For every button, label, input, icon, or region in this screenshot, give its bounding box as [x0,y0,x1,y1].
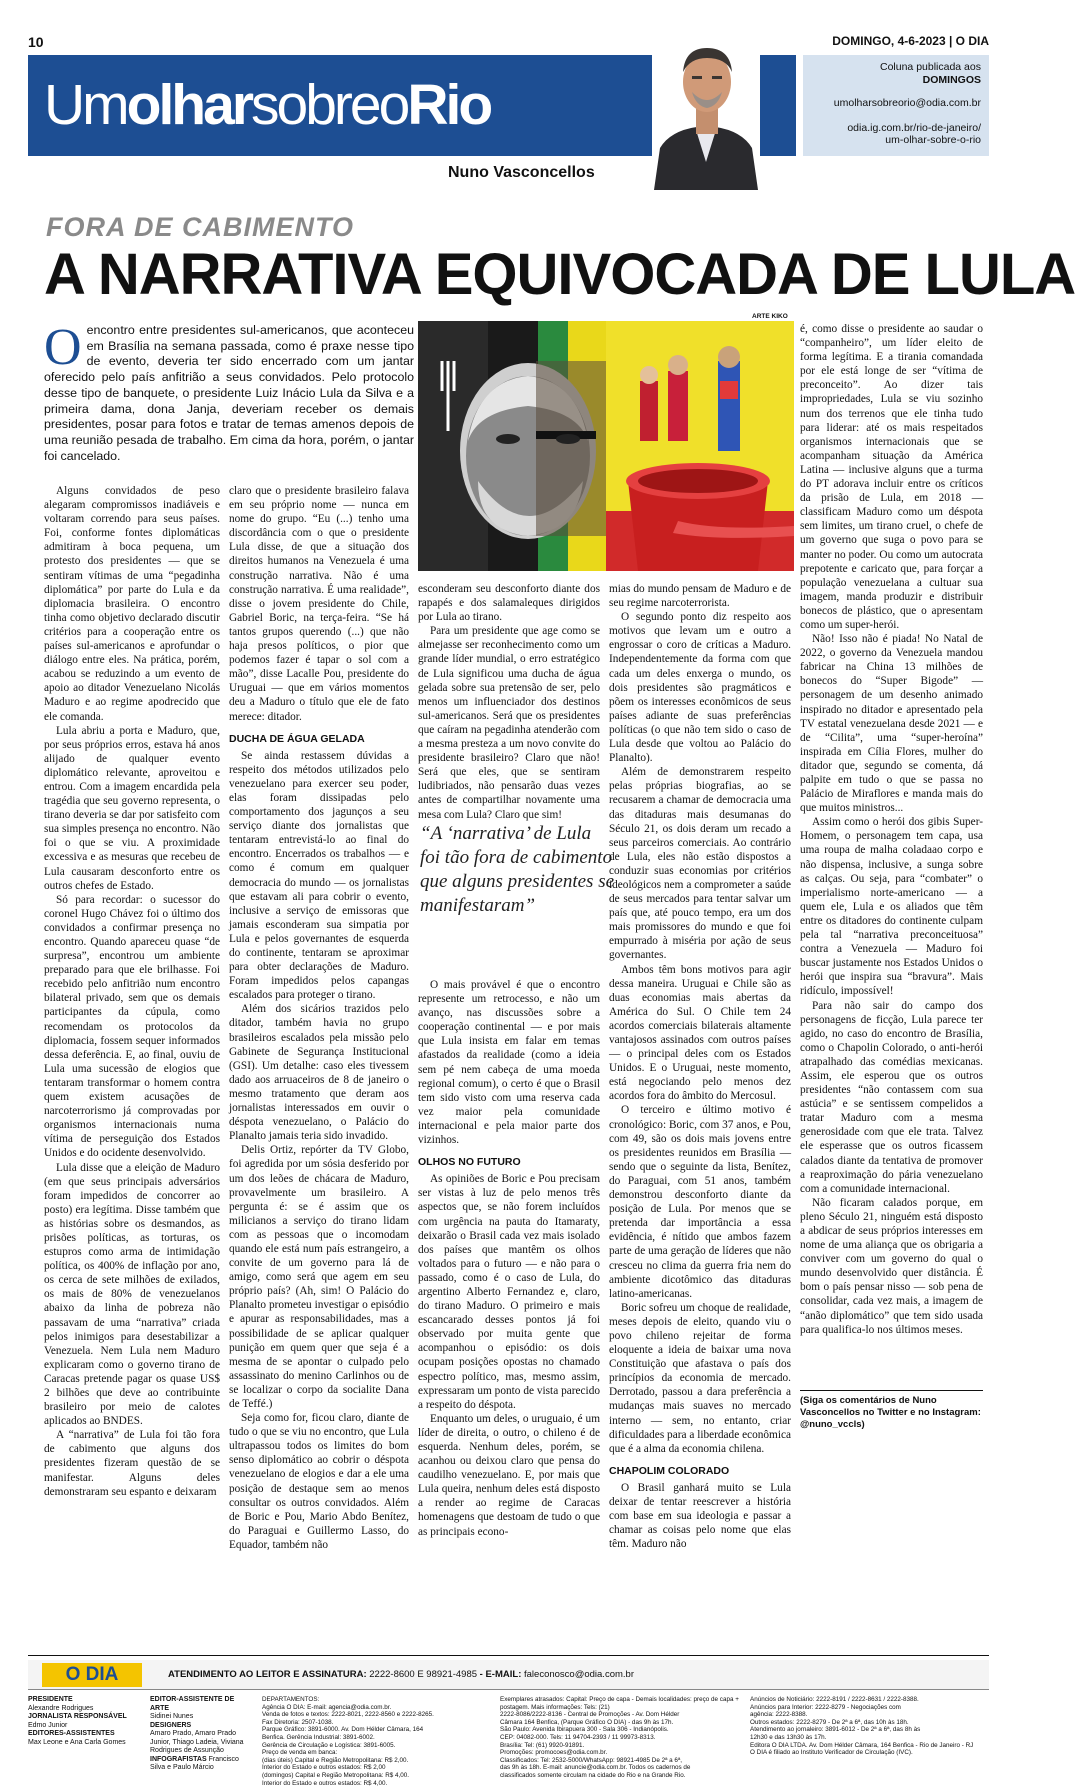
column-url-2[interactable]: um-olhar-sobre-o-rio [885,134,981,146]
author-name: Nuno Vasconcellos [448,164,595,181]
lead-text: encontro entre presidentes sul-americanos, que aconteceu em Brasília na semana passada, como é praxe nesse tipo de evento, deveria ter sido encerrado com um jantar oferecido pelo país anfitrião a seus convidados. Pelo protocolo desse tipo de banquete, o presidente Luiz Inácio Lula da Silva e a primeira dama, dona Janja, deveriam receber os demais presidentes, posar para fotos e tratar de temas amenos depois de uma reunião pesada de trabalho. Em cima da hora, porém, o jantar foi cancelado. [44,323,414,463]
staff-block: EDITORES-ASSISTENTES Max Leone e Ana Carla Gomes [28,1730,126,1746]
drop-cap: O [44,319,82,376]
author-social-signoff: (Siga os comentários de Nuno Vasconcellos no Twitter e no Instagram: @nuno_vccls) [800,1390,983,1431]
paragraph: As opiniões de Boric e Pou precisam ser vistas à luz de pelo menos três aspectos que, se não forem incluídos com urgência na pauta do Itamaraty, deixarão o Brasil cada vez mais isolado dos países que mantêm os olhos voltados para o futuro — e não para o passado, como é o caso de Lula, do argentino Alberto Fernandez e, claro, do tirano Maduro. O primeiro e mais escancarado desses pontos já foi observado por muita gente que acompanhou o episódio: os dois ocupam posições opostas no chamado espectro político, mas, mesmo assim, expressaram um ponto de vista parecido a respeito do déspota. [418,1173,600,1411]
odia-logo: O DIA [42,1663,142,1687]
subhead-chapolim: CHAPOLIM COLORADO [609,1464,730,1477]
art-credit: ARTE KIKO [752,313,788,320]
article-headline: A NARRATIVA EQUIVOCADA DE LULA [44,242,1075,307]
paragraph: é, como disse o presidente ao saudar o “companheiro”, um líder eleito de forma legítima. E a tirania comandada por ele está longe de ser “vítima de preconceito”. Ao dizer tais impropriedades, Lula se viu sozinho num dos terrenos que ele tinha tudo para liderar: até os mais respeitados organismos internacionais que se acompanham situação da América Latina — inclusive alguns que a turma do PT adorava incluir entre os críticos da prisão de Lula, em 2018 — classificam Maduro como um déspota sem limites, um tirano cruel, o chefe de um governo que suga o povo para se manter no poder. Ou como um autocrata prepotente e caricato que, para forçar a população venezuelana a cultuar sua imagem, manda produzir e distribuir bonecos de plástico, que o apresentam como um super-herói. [800,323,983,631]
paragraph: Para não sair do campo dos personagens de ficção, Lula parece ter agido, no caso do encontro de Brasília, como o Chapolin Colorado, o anti-herói atrapalhado das comédias mexicanas. Assim, ele esperou que os outros presidentes “não contassem com sua astúcia” e se sentissem compelidos a tratar Maduro com a mesma generosidade com que ele trata. Talvez ele esperasse que os outros ficassem calados diante da tentativa de promover a reaproximação do pária venezuelano com a comunidade internacional. [800,999,983,1195]
staff-block: PRESIDENTE Alexandre Rodrigues [28,1696,94,1712]
paragraph: Só para recordar: o sucessor do coronel Hugo Chávez foi o último dos convidados a confirmar presença no encontro. Quando apareceu quase “de surpresa”, encontrou um ambiente preparado para que ele brilhasse. Foi recebido pelo anfitrião num encontro bilateral privado, sem que os demais participantes da cúpula, como recomendam os protocolos da diplomacia, fossem sequer informados dessa deferência. E, ao final, ouviu de Lula uma sucessão de elogios que tentaram transformar o homem contra quem existem acusações de narcoterrorismo já comprovadas por organismos internacionais numa vítima de perseguição dos Estados Unidos e do ocidente desenvolvido. [44,893,220,1160]
paragraph: Alguns convidados de peso alegaram compromissos inadiáveis e voltaram correndo para seus países. Foi, conforme fontes diplomáticas admitiram à boca pequena, um protesto dos presidentes — que se sentiram vítimas de uma “pegadinha diplomática” por parte do Lula e da diplomacia brasileira. O encontro tinha como objetivo declarado discutir critérios para a cooperação entre os países sul-americanos e aprofundar o diálogo entre eles. Na prática, porém, acabou se reduzindo a um evento de apoio ao ditador Venezuelano Nicolás Maduro e ao regime apodrecido que ele comanda. [44,485,220,723]
article-column-4 [609,582,791,1649]
footer-departments: DEPARTAMENTOS: Agência O DIA: E-mail: agencia@odia.com.br. Venda de fotos e textos: 2222-8021, 2222-8560 e 2222-8265. Fax Diretoria: 2507-1038. Parque Gráfico: 3891-6000. Av. Dom Hélder Câmara, 164 Benfica. Gerência Industrial: 3891-6002. Gerência de Circulação e Logística: 3891-6005. Preço de venda em banca: (dias úteis) Capital e Região Metropolitana: R$ 2,00. Interior do Estado e outros estados: R$ 2,00 (domingos) Capital e Região Metropolitana: R$ 4,00. Interior do Estado e outros estados: R$ 4,00. [262,1696,434,1787]
column-info-panel [800,55,989,156]
paragraph: Ambos têm bons motivos para agir dessa maneira. Uruguai e Chile são as duas economias mais abertas da América do Sul. O Chile tem 24 acordos comerciais bilaterais altamente vantajosos assinados com outros países — o principal deles com os Estados Unidos. E o Uruguai, neste momento, está negociando pelo menos dez acordos fora do âmbito do Mercosul. [609,963,791,1103]
staff-block: JORNALISTA RESPONSÁVEL Edmo Junior [28,1713,127,1729]
paragraph: Delis Ortiz, repórter da TV Globo, foi agredida por um sósia desferido por um dos leões de chácara de Maduro, provavelmente um brasileiro. A pergunta é: se é assim que os milicianos a serviço do tirano lidam com as pessoas que o incomodam quando ele está num país estrangeiro, a convite de um governo para lá de amigo, como será que agem em seu próprio país? (Ah, sim! O Palácio do Planalto prometeu investigar o episódio e apurar as responsabilidades, mas a possibilidade de se aplicar qualquer punição em quem quer que seja é a mesma de se apontar o culpado pelo assassinato do menino Carlinhos ou de se localizar o corpo da socialite Dana de Teffé.) [229,1144,409,1410]
column-title: UmolharsobreoRio [44,73,491,137]
subhead-olhos: OLHOS NO FUTURO [418,1156,521,1169]
paragraph: O mais provável é que o encontro represente um retrocesso, e não um avanço, nas discussões sobre a cooperação continental — e por mais que Lula insista em falar em temas afastados da realidade (como a ideia sem pé nem cabeça de uma moeda regional comum), o certo é que o Brasil tem sido visto com uma reserva cada vez maior pela comunidade internacional e pela maior parte dos vizinhos. [418,979,600,1147]
paragraph: Seja como for, ficou claro, diante de tudo o que se viu no encontro, que Lula ultrapassou todos os limites do bom senso diplomático ao cobrir o déspota venezuelano de elogios e dar a ele uma posição de destaque sem ao menos consultar os outros convidados. Além de Boric e Pou, Mario Abdo Benítez, do Paraguai e Guillermo Lasso, do Equador, também não [229,1412,409,1551]
paragraph: Lula disse que a eleição de Maduro (em que seus principais adversários foram impedidos de concorrer ao posto) era legítima. Disse também que as histórias sobre os desmandos, as prisões políticas, as torturas, os estupros como arma de intimidação política, os 400% de inflação por ano, os cerca de sete milhões de exilados, os mais de 80% de venezuelanos abaixo da linha de pobreza não passavam de uma “narrativa” criada pelos inimigos para desestabilizar a Venezuela. Nem Lula nem Maduro explicaram como o governo tirano de Caracas pretende pagar os quase US$ 2 bilhões que deve ao contribuinte brasileiro por meio de calotes aplicados ao BNDES. [44,1161,220,1428]
paragraph: Além dos sicários trazidos pelo ditador, também havia no grupo brasileiros escalados pela missão pelo Gabinete de Segurança Institucional (GSI). Um detalhe: caso eles tivessem dado aos arruaceiros de 8 de janeiro o mesmo tratamento que deram aos jornalistas interessados em ouvir o déspota venezuelano, o Palácio do Planalto jamais teria sido invadido. [229,1003,409,1143]
paragraph: O segundo ponto diz respeito aos motivos que levam um e outro a engrossar o coro de críticas a Maduro. Independentemente da forma com que cada um deles enxerga o mundo, os dois presidentes são pragmáticos e põem os interesses econômicos de seus países adiante de suas preferências políticas (o que não tem sido o caso de Lula desde que voltou ao Palácio do Planalto). [609,611,791,765]
paragraph: mias do mundo pensam de Maduro e de seu regime narcoterrorista. [609,583,791,610]
paragraph: O Brasil ganhará muito se Lula deixar de tentar reescrever a história com base em sua ideologia e passar a chamar as coisas pelo nome que elas têm. Maduro não [609,1481,791,1551]
footer-contact-bar [28,1660,989,1690]
article-illustration [418,321,794,571]
top-bar [28,30,989,52]
paragraph: Não ficaram calados porque, em pleno Século 21, ninguém está disposto a abdicar de seus próprios interesses em nome de uma aliança que os obrigaria a conviver com um governo do qual o mundo desenvolvido quer distância. É bom o país pensar nisso — sob pena de consolidar, cada vez mais, a imagem de “anão diplomático” que tem sido usada para qualifica-lo nos últimos meses. [800,1196,983,1336]
subhead-ducha: DUCHA DE ÁGUA GELADA [229,732,365,745]
article-column-5 [800,322,983,1382]
paragraph: Enquanto um deles, o uruguaio, é um líder de direita, o outro, o chileno é de esquerda. Nenhum deles, porém, se acanhou ou deixou claro que pensa do caudilho venezuelano. E, por mais que Lula queira, nenhum deles está disposto a render ao regime de Caracas homenagens que destoam de tudo o que as principais econo- [418,1412,600,1538]
page-number: 10 [28,34,44,50]
publication-day: DOMINGOS [922,74,981,86]
article-column-3-top [418,582,600,821]
paragraph: Lula abriu a porta e Maduro, que, por seus próprios erros, estava há anos alijado de qualquer evento diplomático relevante, aproveitou e entrou. Com a imagem encardida pela tragédia que seu governo representa, o tirano deveria se dar por satisfeito com sua simples presença no encontro. Não foi o que se viu. A proximidade excessiva e as mesuras que recebeu de Lula causaram desconforto entre os outros chefes de Estado. [44,724,220,892]
article-column-2 [229,484,409,1649]
article-column-3-bottom [418,978,600,1649]
paragraph: Boric sofreu um choque de realidade, meses depois de eleito, quando viu o povo chileno rejeitar de forma eloquente a ideia de baixar uma nova Constituição que afastava o país dos princípios da economia de mercado. Derrotado, passou a dara preferência a mudanças mais suaves no mercado interno — sem, no entanto, criar dificuldades para a liberdade econômica que é a alma da economia chilena. [609,1301,791,1455]
edition-date: DOMINGO, 4-6-2023 | O DIA [832,34,989,48]
paragraph: A “narrativa” de Lula foi tão fora de cabimento que alguns dos presidentes fizeram questão de se manifestar. Alguns deles demonstraram seu espanto e deixaram [44,1429,220,1498]
author-photo [652,30,760,190]
paragraph: claro que o presidente brasileiro falava em seu próprio nome — nunca em nome do grupo. “Eu (...) tenho uma discordância com o que o presidente Lula disse, de que a situação dos direitos humanos na Venezuela é uma construção narrativa. Não é uma construção narrativa. É uma realidade”, disse o jovem presidente do Chile, Gabriel Boric, na terça-feira. “Se há tantos grupos querendo (...) que não haja presos políticos, o pior que podemos fazer é tapar o sol com a mão”, disse Lacalle Pou, presidente do Uruguai — que em vários momentos deu a Maduro o título que ele de fato merece: ditador. [229,485,409,723]
article-lead [44,319,414,464]
paragraph: Não! Isso não é piada! No Natal de 2022, o governo da Venezuela mandou fabricar na China 13 milhões de bonecos do “Super Bigode” — personagem de um desenho animado inspirado no ditador e apresentado pela TV estatal venezuelana desde 2021 — e de “Cilita”, uma “super-heroína” inspirada em Cília Flores, mulher do ditador que, segundo se comenta, dá palpite em tudo o que se passa no Palácio de Miraflores e manda mais do que muitos ministros... [800,633,983,815]
author-email[interactable]: umolharsobreorio@odia.com.br [833,97,981,109]
paragraph: Além de demonstrarem respeito pelas próprias biografias, ao se recusarem a chamar de democracia uma das ditaduras mais desumanas do Século 21, os dois deram um recado a seus parceiros comerciais. Ao contrário de Lula, eles não estão dispostos a conduzir suas economias por critérios ideológicos nem a comprometer a saúde de seus mercados para tentar salvar um país que, até pouco tempo, era um dos mais promissores do mundo e que foi empurrado à miséria por ação de seus governantes. [609,766,791,962]
paragraph: Para um presidente que age como se almejasse ser reconhecimento como um grande líder mundial, o erro estratégico de Lula significou uma ducha de água gelada sobre sua pretensão de ser, pelo menos um influenciador dos destinos sul-americanos. Será que os presidentes que caíram na pegadinha atenderão com a mesma presteza a um novo convite do presidente brasileiro? Claro que não! Será que eles, que se sentiram ludibriados, não pensarão duas vezes antes de compartilhar novamente uma mesa com Lula? Claro que sim! [418,625,600,821]
footer-divider [28,1655,989,1656]
paragraph: Assim como o herói dos gibis Super-Homem, o personagem tem capa, usa uma roupa de malha coladaao corpo e não dispensa, inclusive, a sunga sobre as calças. Ou seja, para “combater” o imperialismo norte-americano — a quem ele, Lula e os aliados que têm entre os ditadores do continente culpam pela tal “narrativa preconceituosa” contra a Venezuela — Maduro foi buscar justamente nos Estados Unidos o herói que inspira sua “bravura”. Mais ridículo, impossível! [800,816,983,998]
paragraph: Se ainda restassem dúvidas a respeito dos métodos utilizados pelo venezuelano para exercer seu poder, elas foram dissipadas pelo comportamento dos jagunços a seu serviço diante dos jornalistas que tentaram entrevistá-lo ao final do encontro. Encerrados os trabalhos — e como é comum em qualquer democracia do mundo — os jornalistas que estavam ali para cobrir o evento, inclusive a serviço de emissoras que jamais esconderam sua simpatia por Lula e pelos governantes de esquerda do continente, tentaram se aproximar para obter declarações de Maduro. Foram impedidos pelos capangas escalados para proteger o tirano. [229,749,409,1002]
footer-art-staff: EDITOR-ASSISTENTE DE ARTE Sidinei Nunes DESIGNERS Amaro Prado, Amaro Prado Junior, Thiago Ladeia, Viviana Rodrigues de Assunção INFOGRAFISTAS Francisco Silva e Paulo Márcio [150,1696,244,1771]
column-url-1[interactable]: odia.ig.com.br/rio-de-janeiro/ [847,122,981,134]
pull-quote: “A ‘narrativa’ de Lula foi tão fora de cabimento que alguns presidentes se manifestaram” [420,823,615,916]
paragraph: O terceiro e último motivo é cronológico: Boric, com 37 anos, e Pou, com 49, são os dois mais jovens entre os presidentes reunidos em Brasília — sendo que o seguinte da lista, Benítez, do Paraguai, com 51 anos, também demonstrou desconforto diante da posição de Lula. Por menos que se pretenda dar importância a essa evidência, é nítido que ambos fazem parte de uma geração de líderes que não cresceu no clima da guerra fria nem do ambiente dicotômico das ditaduras latino-americanas. [609,1104,791,1300]
paragraph: esconderam seu desconforto diante dos rapapés e dos salamaleques dirigidos por Lula ao tirano. [418,583,600,624]
article-kicker: FORA DE CABIMENTO [46,212,355,242]
article-column-1 [44,484,220,1649]
footer-advertising: Anúncios de Noticiário: 2222-8191 / 2222-8631 / 2222-8388. Anúncios para Interior: 2222-8279 - Negociações com agência: 2222-8388. Outros estados: 2222-8279 - De 2ª a 6ª, das 10h às 18h. Atendimento ao jornaleiro: 3891-6012 - De 2ª a 6ª, das 8h às 12h30 e das 13h30 às 17h. Editora O DIA LTDA. Av. Dom Hélder Câmara, 164 Benfica - Rio de Janeiro - RJ O DIA é filiado ao Instituto Verificador de Circulação (IVC). [750,1696,974,1757]
publication-schedule: Coluna publicada aos [880,61,981,73]
reader-service-contact: ATENDIMENTO AO LEITOR E ASSINATURA: 2222-8600 E 98921-4985 - E-MAIL: faleconosco@odia.com.br [168,1669,634,1680]
footer-subscriptions: Exemplares atrasados: Capital: Preço de capa - Demais localidades: preço de capa + postagem. Mais informações: Tels: (21) 2222-8086/2222-8136 - Central de Promoções - Av. Dom Hélder Câmara 164 Benfica, (Parque Gráfico O DIA) - das 9h às 17h. São Paulo: Avenida Ibirapuera 300 - Sala 306 - Indianópolis. CEP: 04082-000. Tels: 11 94704-2393 / 11 99973-8313. Brasília: Tel: (61) 9920-91891. Promoções: promocoes@odia.com.br. Classificados: Tel: 2532-5000/WhatsApp: 98921-4985 De 2ª a 6ª, das 9h às 18h. E-mail: anuncie@odia.com.br. Todos os cadernos de classificados somente circulam na cidade do Rio e na Grande Rio. [500,1696,739,1779]
